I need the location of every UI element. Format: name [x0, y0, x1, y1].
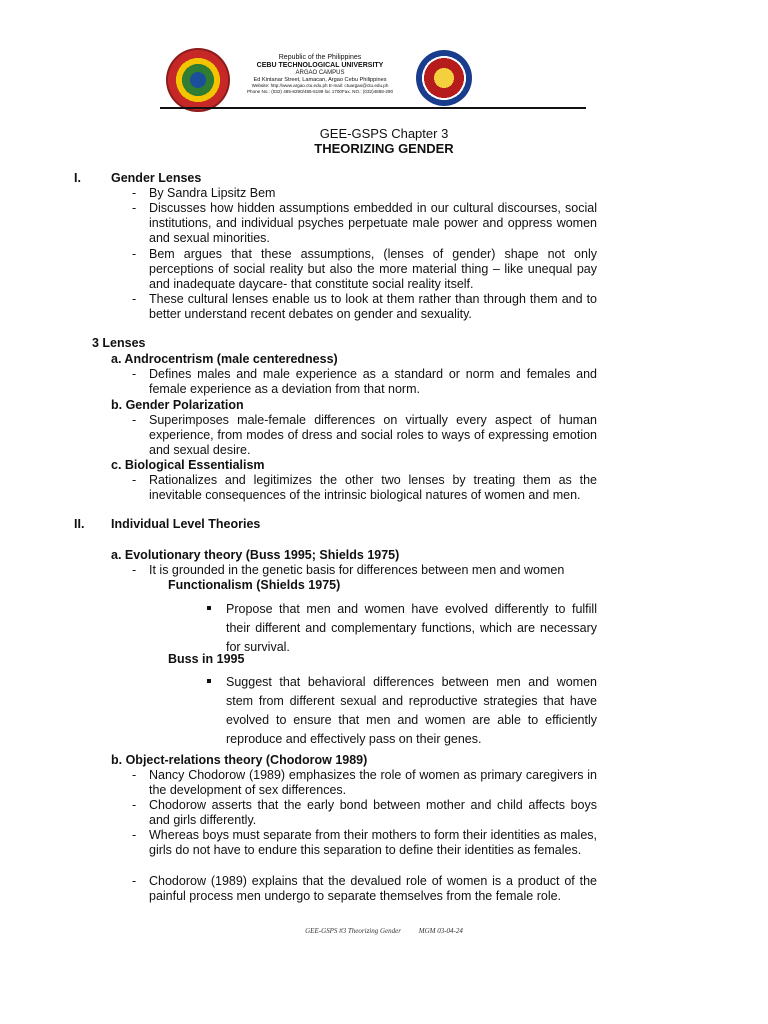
section-1-numeral: I. [74, 171, 81, 185]
campus-name: ARGAO CAMPUS [295, 70, 345, 77]
lens-b-text: Superimposes male-female differences on virtually every aspect of human experience, from modes of dress and social roles to ways of expressing emotion and sexual desire. [149, 413, 597, 457]
dash-bullet: - [132, 563, 137, 577]
dash-bullet: - [132, 874, 137, 888]
s1-bullet-3: Bem argues that these assumptions, (lenses of gender) shape not only perceptions of social reality but also the more material thing – like unequal pay and inadequate daycare- that constitute social reality itself. [149, 247, 597, 291]
square-bullet-icon [207, 679, 211, 683]
university-seal-logo [166, 48, 230, 112]
chapter-subtitle: THEORIZING GENDER [314, 141, 454, 156]
s1-bullet-1: By Sandra Lipsitz Bem [149, 186, 276, 200]
buss-heading: Buss in 1995 [168, 652, 245, 666]
dash-bullet: - [132, 768, 137, 782]
object-relations-heading: b. Object-relations theory (Chodorow 1989) [111, 753, 368, 767]
dash-bullet: - [132, 201, 137, 215]
page-footer [0, 927, 768, 935]
functionalism-heading: Functionalism (Shields 1975) [168, 578, 341, 592]
asean-logo [416, 50, 472, 106]
section-2-numeral: II. [74, 517, 85, 531]
dash-bullet: - [132, 473, 137, 487]
section-1-heading: Gender Lenses [111, 171, 202, 185]
evolutionary-text: It is grounded in the genetic basis for differences between men and women [149, 563, 565, 577]
dash-bullet: - [132, 367, 137, 381]
object-relations-bullet-1: Nancy Chodorow (1989) emphasizes the role of women as primary caregivers in the development of sex differences. [149, 768, 597, 797]
s1-bullet-2: Discusses how hidden assumptions embedded in our cultural discourses, social institutions, and individual psyches perpetuate male power and oppress women and sexual minorities. [149, 201, 597, 245]
lens-a-text: Defines males and male experience as a standard or norm and females and female experience as a deviation from that norm. [149, 367, 597, 396]
lens-a-heading: a. Androcentrism (male centeredness) [111, 352, 338, 366]
republic-line: Republic of the Philippines [278, 54, 362, 61]
evolutionary-heading: a. Evolutionary theory (Buss 1995; Shields 1975) [111, 548, 400, 562]
square-bullet-icon [207, 606, 211, 610]
lens-c-heading: c. Biological Essentialism [111, 458, 265, 472]
dash-bullet: - [132, 247, 137, 261]
letterhead [230, 54, 410, 94]
object-relations-bullet-2: Chodorow asserts that the early bond between mother and child affects boys and girls differently. [149, 798, 597, 827]
object-relations-bullet-4: Chodorow (1989) explains that the devalued role of women is a product of the painful process men undergo to separate themselves from the female role. [149, 874, 597, 903]
phone-fax: Phone No.: (032) 485-8290/485-5199 loc 1700Fax. NO.: (032)4858-290 [246, 88, 394, 94]
header-divider [160, 107, 586, 109]
footer-author-date: MGM 03-04-24 [418, 927, 463, 935]
dash-bullet: - [132, 828, 137, 842]
functionalism-text: Propose that men and women have evolved differently to fulfill their different and complementary functions, which are necessary for survival. [226, 602, 597, 654]
university-name: CEBU TECHNOLOGICAL UNIVERSITY [256, 62, 384, 70]
lens-c-text: Rationalizes and legitimizes the other two lenses by treating them as the inevitable consequences of the intrinsic biological natures of women and men. [149, 473, 597, 502]
dash-bullet: - [132, 292, 137, 306]
buss-text: Suggest that behavioral differences between men and women stem from different sexual and reproductive strategies that have evolved to ensure that men and women are able to efficiently reproduce and effectively pass on their genes. [226, 675, 597, 746]
website-email: Website: http://www.argao.ctu.edu.ph E-mail: ctuargao@ctu.edu.ph [251, 83, 389, 89]
address: Ed Kintanar Street, Lamacan, Argao Cebu Philippines [253, 76, 387, 83]
lens-b-heading: b. Gender Polarization [111, 398, 244, 412]
dash-bullet: - [132, 798, 137, 812]
chapter-title: GEE-GSPS Chapter 3 [319, 126, 449, 141]
lenses-heading: 3 Lenses [92, 336, 146, 350]
s1-bullet-4: These cultural lenses enable us to look at them rather than through them and to better understand recent debates on gender and sexuality. [149, 292, 597, 321]
dash-bullet: - [132, 186, 137, 200]
dash-bullet: - [132, 413, 137, 427]
object-relations-bullet-3: Whereas boys must separate from their mothers to form their identities as males, girls do not have to endure this separation to define their identities as females. [149, 828, 597, 857]
section-2-heading: Individual Level Theories [111, 517, 261, 531]
footer-doc-title: GEE-GSPS #3 Theorizing Gender [305, 927, 401, 935]
